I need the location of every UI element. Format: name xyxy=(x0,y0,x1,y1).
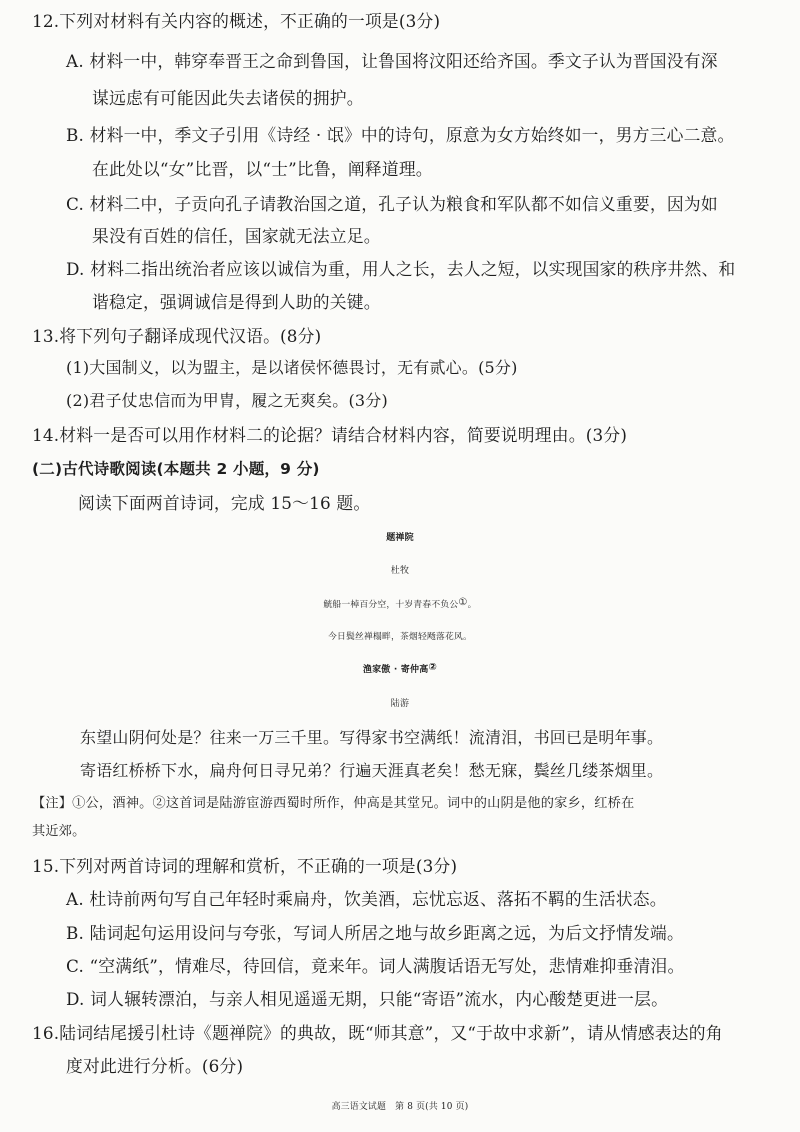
q15-stem: 15.下列对两首诗词的理解和赏析，不正确的一项是(3分) xyxy=(32,856,458,876)
q12-stem: 12.下列对材料有关内容的概述，不正确的一项是(3分) xyxy=(32,11,441,31)
q16-stem-line2: 度对此进行分析。(6分) xyxy=(66,1056,244,1076)
q13-sentence-1: (1)大国制义，以为盟主，是以诸侯怀德畏讨，无有贰心。(5分) xyxy=(66,358,518,377)
q16-stem-line1: 16.陆词结尾援引杜诗《题禅院》的典故，既“师其意”，又“于故中求新”，请从情感表达的角 xyxy=(32,1023,723,1043)
q12-option-c-line1: C. 材料二中，子贡向孔子请教治国之道，孔子认为粮食和军队都不如信义重要，因为如 xyxy=(66,194,718,214)
q12-option-c-line2: 果没有百姓的信任，国家就无法立足。 xyxy=(92,226,381,246)
poem1-line2: 今日鬓丝禅榻畔，茶烟轻飏落花风。 xyxy=(328,632,472,642)
q12-option-b-line2: 在此处以“女”比晋，以“士”比鲁，阐释道理。 xyxy=(92,159,433,179)
poem1-line1-text: 觥船一棹百分空，十岁青春不负公 xyxy=(323,600,459,610)
poem1-title: 题禅院 xyxy=(386,533,414,543)
q12-option-b-line1: B. 材料一中，季文子引用《诗经 · 氓》中的诗句，原意为女方始终如一，男方三心二意。 xyxy=(66,125,735,145)
q15-option-b: B. 陆词起句运用设问与夸张，写词人所居之地与故乡距离之远，为后文抒情发端。 xyxy=(66,923,684,943)
q12-option-a-line1: A. 材料一中，韩穿奉晋王之命到鲁国，让鲁国将汶阳还给齐国。季文子认为晋国没有深 xyxy=(66,51,718,71)
q12-option-d-line2: 谐稳定，强调诚信是得到人助的关键。 xyxy=(92,292,381,312)
poem1-author: 杜牧 xyxy=(390,566,410,576)
q15-option-c: C. “空满纸”，情难尽，待回信，竟来年。词人满腹话语无写处，悲情难抑垂清泪。 xyxy=(66,956,685,976)
poem1-line1-end: 。 xyxy=(467,600,477,610)
q13-stem: 13.将下列句子翻译成现代汉语。(8分) xyxy=(32,326,322,346)
poem1-line1 xyxy=(0,594,800,616)
q15-option-a: A. 杜诗前两句写自己年轻时乘扁舟，饮美酒，忘忧忘返、落拓不羁的生活状态。 xyxy=(66,889,667,909)
poem2-title-text: 渔家傲 · 寄仲高 xyxy=(362,665,429,675)
q15-option-d: D. 词人辗转漂泊，与亲人相见遥遥无期，只能“寄语”流水，内心酸楚更进一层。 xyxy=(66,989,669,1009)
section-intro: 阅读下面两首诗词，完成 15～16 题。 xyxy=(78,493,371,513)
footnote-line2: 其近郊。 xyxy=(32,824,86,839)
poem2-author: 陆游 xyxy=(390,699,410,709)
q12-option-a-line2: 谋远虑有可能因此失去诸侯的拥护。 xyxy=(92,88,364,108)
poem2-title xyxy=(0,659,800,681)
page-footer: 高三语文试题 第 8 页(共 10 页) xyxy=(331,1102,469,1112)
poem2-line2: 寄语红桥桥下水，扁舟何日寻兄弟？行遍天涯真老矣！愁无寐，鬓丝几缕茶烟里。 xyxy=(80,761,664,780)
footnote-marker-1: ① xyxy=(458,597,468,608)
q13-sentence-2: (2)君子仗忠信而为甲胄，履之无爽矣。(3分) xyxy=(66,391,388,410)
q14-stem: 14.材料一是否可以用作材料二的论据？请结合材料内容，简要说明理由。(3分) xyxy=(32,425,628,445)
q12-option-d-line1: D. 材料二指出统治者应该以诚信为重，用人之长，去人之短，以实现国家的秩序井然、和 xyxy=(66,259,736,279)
poem2-line1: 东望山阴何处是？往来一万三千里。写得家书空满纸！流清泪，书回已是明年事。 xyxy=(80,728,664,747)
footnote-line1: 【注】①公，酒神。②这首词是陆游宦游西蜀时所作，仲高是其堂兄。词中的山阴是他的家乡，红桥在 xyxy=(32,796,635,811)
section-heading: (二)古代诗歌阅读(本题共 2 小题，9 分) xyxy=(32,460,320,478)
footnote-marker-2: ② xyxy=(428,662,438,673)
